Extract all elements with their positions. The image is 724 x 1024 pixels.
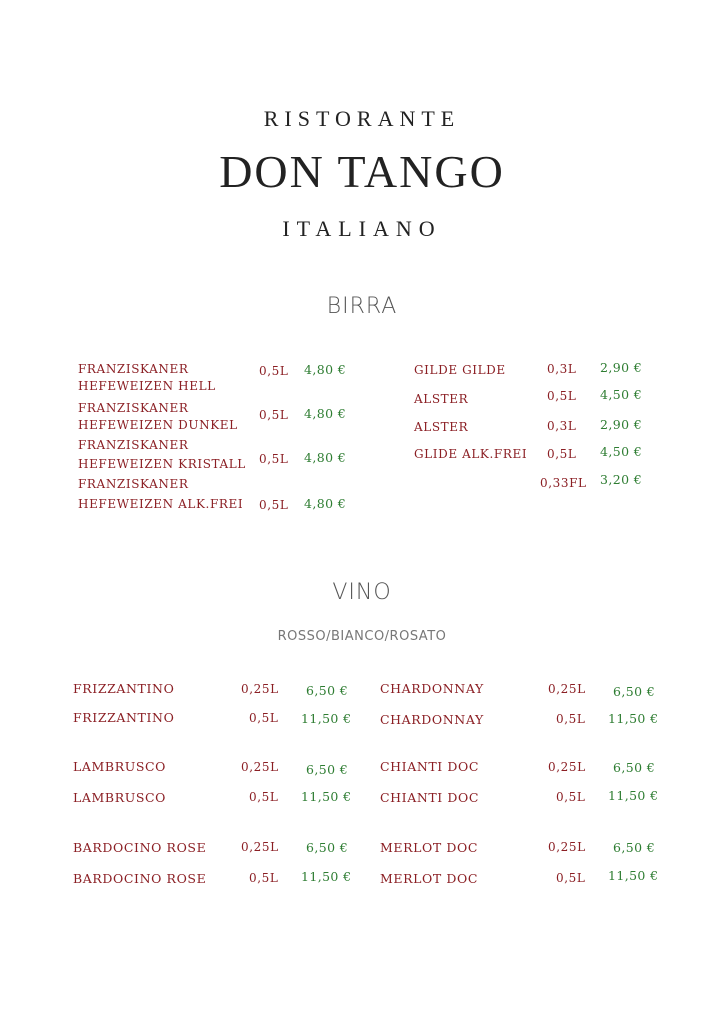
item-volume: 0,5L	[556, 712, 586, 726]
item-volume: 0,5L	[259, 408, 289, 422]
item-price: 4,50 €	[600, 444, 643, 459]
item-price: 4,80 €	[304, 450, 347, 465]
item-volume: 0,5L	[547, 389, 577, 403]
item-volume: 0,5L	[259, 498, 289, 512]
item-price: 4,50 €	[600, 387, 643, 402]
item-volume: 0,5L	[556, 790, 586, 804]
item-name-line1: FRANZISKANER	[78, 401, 189, 415]
item-name-line2: HEFEWEIZEN KRISTALL	[78, 457, 246, 471]
item-price: 6,50 €	[613, 840, 656, 855]
item-volume: 0,5L	[547, 447, 577, 461]
item-price: 4,80 €	[304, 362, 347, 377]
item-name: ALSTER	[414, 392, 469, 406]
item-price: 6,50 €	[306, 840, 349, 855]
item-volume: 0,5L	[249, 711, 279, 725]
birra-section-title: BIRRA	[326, 294, 398, 319]
item-price: 6,50 €	[613, 684, 656, 699]
item-price: 3,20 €	[600, 472, 643, 487]
item-price: 11,50 €	[301, 711, 352, 726]
item-volume: 0,5L	[259, 452, 289, 466]
item-price: 2,90 €	[600, 417, 643, 432]
item-name: FRIZZANTINO	[73, 710, 175, 725]
item-volume: 0,25L	[548, 682, 586, 696]
item-price: 4,80 €	[304, 406, 347, 421]
item-name: MERLOT DOC	[380, 871, 479, 886]
item-name-line1: FRANZISKANER	[78, 438, 189, 452]
item-name: LAMBRUSCO	[73, 790, 167, 805]
item-price: 2,90 €	[600, 360, 643, 375]
item-name-line2: HEFEWEIZEN ALK.FREI	[78, 497, 244, 511]
item-volume: 0,25L	[241, 760, 279, 774]
item-name-line2: HEFEWEIZEN DUNKEL	[78, 418, 238, 432]
brand-tagline-top: RISTORANTE	[263, 106, 461, 131]
item-volume: 0,33FL	[540, 476, 587, 490]
item-name-line2: HEFEWEIZEN HELL	[78, 379, 216, 393]
vino-section-subtitle: ROSSO/BIANCO/ROSATO	[277, 629, 447, 644]
item-price: 11,50 €	[608, 868, 659, 883]
item-volume: 0,5L	[259, 364, 289, 378]
restaurant-name: DON TANGO	[219, 146, 505, 197]
item-volume: 0,5L	[249, 871, 279, 885]
item-price: 11,50 €	[608, 788, 659, 803]
item-name: CHARDONNAY	[380, 712, 484, 727]
item-price: 6,50 €	[613, 760, 656, 775]
item-price: 11,50 €	[301, 869, 352, 884]
vino-section-title: VINO	[332, 580, 392, 605]
item-volume: 0,25L	[241, 840, 279, 854]
item-name: LAMBRUSCO	[73, 759, 167, 774]
item-volume: 0,3L	[547, 362, 577, 376]
item-volume: 0,25L	[548, 760, 586, 774]
item-name: MERLOT DOC	[380, 840, 479, 855]
item-name: BARDOCINO ROSE	[73, 871, 207, 886]
item-name: CHIANTI DOC	[380, 759, 480, 774]
item-name: GILDE GILDE	[414, 363, 506, 377]
brand-tagline-bottom: ITALIANO	[282, 216, 442, 241]
item-price: 11,50 €	[608, 711, 659, 726]
item-price: 6,50 €	[306, 683, 349, 698]
item-name: BARDOCINO ROSE	[73, 840, 207, 855]
item-volume: 0,3L	[547, 419, 577, 433]
item-volume: 0,5L	[556, 871, 586, 885]
item-price: 4,80 €	[304, 496, 347, 511]
item-price: 6,50 €	[306, 762, 349, 777]
item-price: 11,50 €	[301, 789, 352, 804]
item-name: ALSTER	[414, 420, 469, 434]
item-name-line1: FRANZISKANER	[78, 362, 189, 376]
item-name: FRIZZANTINO	[73, 681, 175, 696]
item-name-line1: FRANZISKANER	[78, 477, 189, 491]
item-name: CHIANTI DOC	[380, 790, 480, 805]
item-volume: 0,5L	[249, 790, 279, 804]
item-name: GLIDE ALK.FREI	[414, 447, 528, 461]
item-name: CHARDONNAY	[380, 681, 484, 696]
item-volume: 0,25L	[548, 840, 586, 854]
item-volume: 0,25L	[241, 682, 279, 696]
